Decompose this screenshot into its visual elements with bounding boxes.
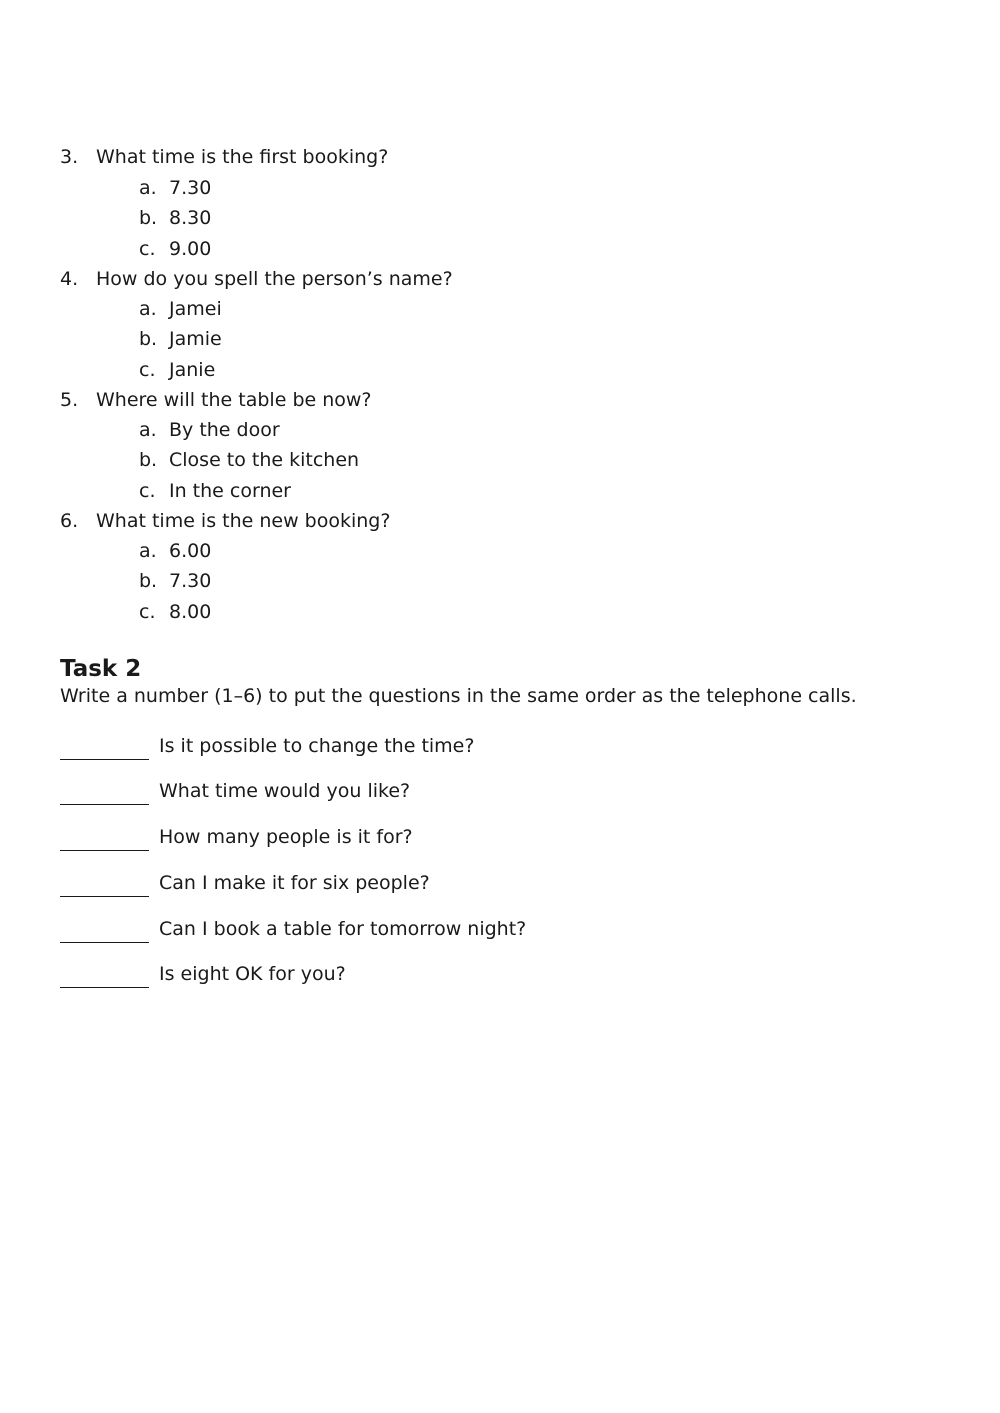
option-5a[interactable] bbox=[139, 418, 280, 442]
question-4 bbox=[60, 267, 453, 291]
question-text: Where will the table be now? bbox=[96, 389, 372, 411]
answer-blank[interactable] bbox=[60, 987, 149, 988]
option-letter: a. bbox=[139, 540, 157, 562]
option-letter: a. bbox=[139, 298, 157, 320]
option-6b[interactable] bbox=[139, 569, 211, 593]
option-4b[interactable] bbox=[139, 327, 222, 351]
order-item bbox=[60, 958, 960, 988]
answer-blank[interactable] bbox=[60, 804, 149, 805]
option-text: In the corner bbox=[169, 480, 291, 502]
task-2-instruction: Write a number (1–6) to put the questions in the same order as the telephone calls. bbox=[60, 685, 857, 707]
question-6 bbox=[60, 509, 390, 533]
order-item-text: What time would you like? bbox=[159, 780, 411, 802]
order-item bbox=[60, 821, 960, 851]
order-item-text: Can I book a table for tomorrow night? bbox=[159, 918, 527, 940]
order-item-text: Is it possible to change the time? bbox=[159, 735, 475, 757]
order-item-text: How many people is it for? bbox=[159, 826, 413, 848]
option-letter: c. bbox=[139, 480, 156, 502]
question-number: 6. bbox=[60, 510, 79, 532]
option-letter: a. bbox=[139, 177, 157, 199]
option-letter: b. bbox=[139, 449, 158, 471]
option-3c[interactable] bbox=[139, 237, 211, 261]
question-text: What time is the new booking? bbox=[96, 510, 391, 532]
answer-blank[interactable] bbox=[60, 850, 149, 851]
option-3a[interactable] bbox=[139, 176, 211, 200]
order-item bbox=[60, 775, 960, 805]
option-text: 7.30 bbox=[169, 570, 212, 592]
option-6c[interactable] bbox=[139, 600, 211, 624]
option-5c[interactable] bbox=[139, 479, 291, 503]
question-number: 5. bbox=[60, 389, 79, 411]
answer-blank[interactable] bbox=[60, 896, 149, 897]
option-letter: c. bbox=[139, 601, 156, 623]
option-text: Jamei bbox=[169, 298, 222, 320]
option-5b[interactable] bbox=[139, 448, 359, 472]
option-text: Close to the kitchen bbox=[169, 449, 360, 471]
option-text: 8.30 bbox=[169, 207, 212, 229]
option-letter: b. bbox=[139, 570, 158, 592]
option-text: 6.00 bbox=[169, 540, 212, 562]
answer-blank[interactable] bbox=[60, 942, 149, 943]
option-text: Jamie bbox=[169, 328, 222, 350]
question-5 bbox=[60, 388, 372, 412]
order-item-text: Is eight OK for you? bbox=[159, 963, 346, 985]
option-3b[interactable] bbox=[139, 206, 211, 230]
order-item bbox=[60, 867, 960, 897]
question-text: How do you spell the person’s name? bbox=[96, 268, 453, 290]
question-number: 4. bbox=[60, 268, 79, 290]
task-2-heading: Task 2 bbox=[60, 656, 142, 682]
option-4c[interactable] bbox=[139, 358, 215, 382]
option-text: 8.00 bbox=[169, 601, 212, 623]
option-4a[interactable] bbox=[139, 297, 222, 321]
question-text: What time is the first booking? bbox=[96, 146, 389, 168]
option-text: 9.00 bbox=[169, 238, 212, 260]
option-letter: b. bbox=[139, 328, 158, 350]
answer-blank[interactable] bbox=[60, 759, 149, 760]
option-text: By the door bbox=[169, 419, 280, 441]
option-letter: a. bbox=[139, 419, 157, 441]
question-number: 3. bbox=[60, 146, 79, 168]
option-6a[interactable] bbox=[139, 539, 211, 563]
option-letter: b. bbox=[139, 207, 158, 229]
option-text: 7.30 bbox=[169, 177, 212, 199]
question-3 bbox=[60, 145, 388, 169]
order-item bbox=[60, 913, 960, 943]
order-item bbox=[60, 730, 960, 760]
option-text: Janie bbox=[169, 359, 216, 381]
option-letter: c. bbox=[139, 359, 156, 381]
order-item-text: Can I make it for six people? bbox=[159, 872, 430, 894]
option-letter: c. bbox=[139, 238, 156, 260]
